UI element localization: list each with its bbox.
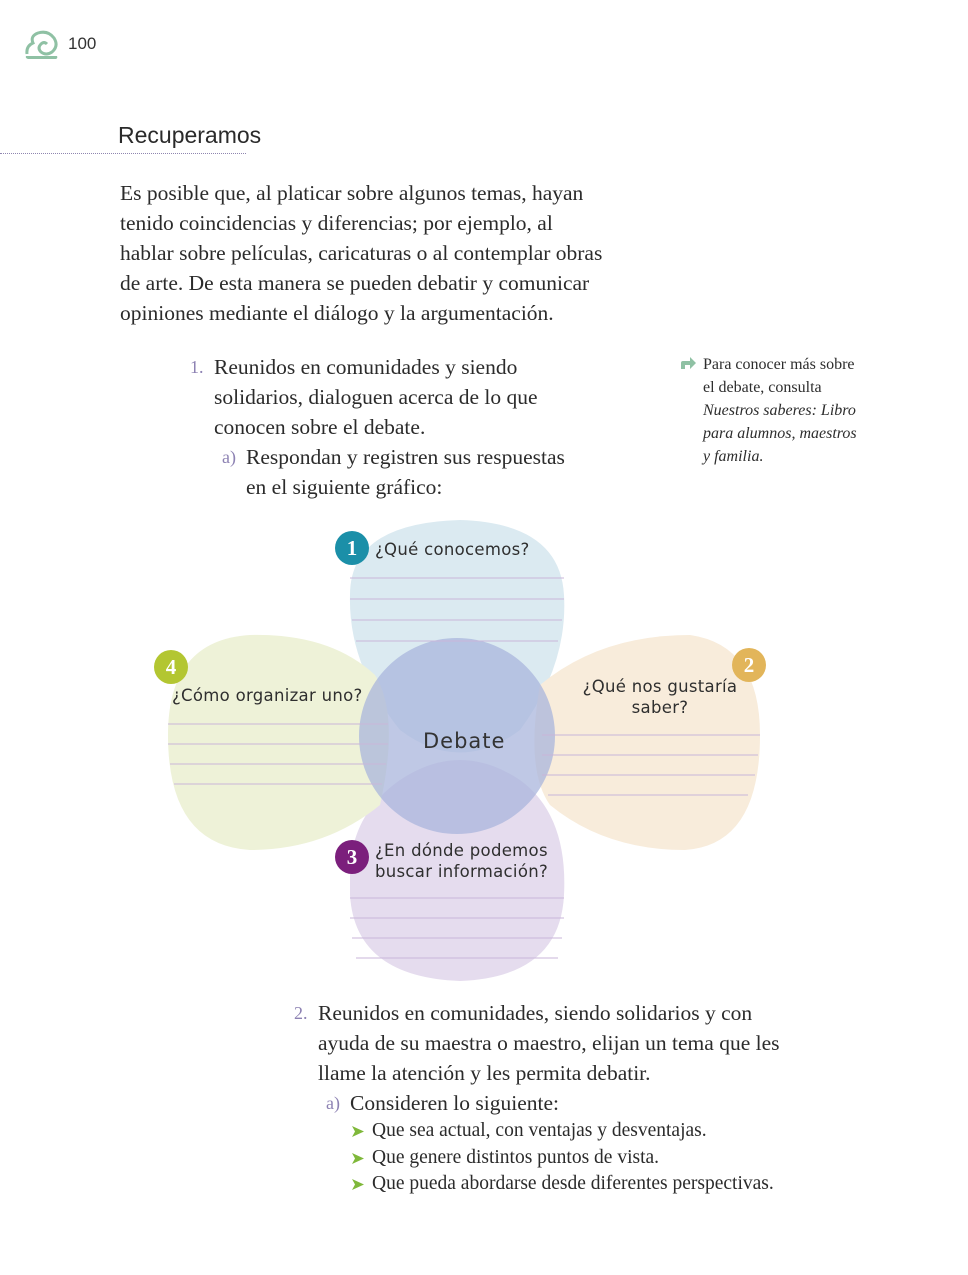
- petal-2-shape: [534, 635, 760, 850]
- activity-2: [294, 998, 794, 1198]
- petal-1-number-badge: 1: [335, 531, 369, 565]
- petal-4-number-badge: 4: [154, 650, 188, 684]
- petal-4-question: ¿Cómo organizar uno?: [172, 686, 363, 705]
- intro-paragraph: [120, 178, 620, 328]
- bullet-arrow-icon: [352, 1126, 364, 1137]
- list-item: [350, 1118, 794, 1145]
- list-item: [350, 1145, 794, 1172]
- intro-line: opiniones mediante el diálogo y la argumentación.: [120, 301, 554, 325]
- considerations-list: [350, 1118, 794, 1198]
- note-book-title: para alumnos, maestros: [703, 425, 857, 442]
- petal-2-question-line: ¿Qué nos gustaría: [582, 677, 738, 696]
- activity-2a-text: Consideren lo siguiente:: [350, 1091, 559, 1115]
- note-book-title: Nuestros saberes: Libro: [703, 402, 856, 419]
- note-book-title: y familia.: [703, 448, 764, 465]
- activity-1-line: conocen sobre el debate.: [214, 415, 426, 439]
- note-line: el debate, consulta: [703, 379, 822, 396]
- note-line: Para conocer más sobre: [703, 356, 855, 373]
- petal-2-number-badge: 2: [732, 648, 766, 682]
- activity-2-line: llame la atención y les permita debatir.: [318, 1061, 651, 1085]
- petal-3-number-badge: 3: [335, 840, 369, 874]
- activity-1a-line: Respondan y registren sus respuestas: [246, 445, 565, 469]
- list-item-text: Que sea actual, con ventajas y desventajas.: [372, 1120, 707, 1141]
- bullet-arrow-icon: [352, 1179, 364, 1190]
- petal-4-shape: [168, 635, 389, 850]
- list-item: [350, 1171, 794, 1198]
- activity-2-line: Reunidos en comunidades, siendo solidarios y con: [318, 1001, 753, 1025]
- bullet-arrow-icon: [352, 1153, 364, 1164]
- snail-logo-icon: [24, 28, 60, 60]
- debate-flower-diagram: [150, 515, 780, 985]
- petal-1-question: ¿Qué conocemos?: [375, 540, 530, 559]
- intro-line: hablar sobre películas, caricaturas o al contemplar obras: [120, 241, 603, 265]
- petal-3-question-line: ¿En dónde podemos: [375, 841, 548, 860]
- list-item-text: Que pueda abordarse desde diferentes perspectivas.: [372, 1173, 774, 1194]
- activity-1-number: 1.: [190, 357, 204, 377]
- intro-line: de arte. De esta manera se pueden debatir y comunicar: [120, 271, 590, 295]
- activity-2-line: ayuda de su maestra o maestro, elijan un tema que les: [318, 1031, 780, 1055]
- reference-note: [680, 353, 880, 468]
- title-divider: [0, 153, 246, 154]
- arrow-right-icon: [680, 356, 697, 370]
- petal-2-question-line: saber?: [631, 698, 689, 717]
- activity-1-line: solidarios, dialoguen acerca de lo que: [214, 385, 538, 409]
- activity-1a-letter: a): [222, 447, 236, 467]
- center-label: Debate: [423, 729, 506, 753]
- petal-2-question: [570, 676, 750, 718]
- activity-1a-line: en el siguiente gráfico:: [246, 475, 443, 499]
- activity-1-line: Reunidos en comunidades y siendo: [214, 355, 518, 379]
- intro-line: Es posible que, al platicar sobre algunos temas, hayan: [120, 181, 584, 205]
- activity-2-number: 2.: [294, 1003, 308, 1023]
- petal-3-question-line: buscar información?: [375, 862, 549, 881]
- section-title: Recuperamos: [118, 122, 262, 148]
- intro-line: tenido coincidencias y diferencias; por ejemplo, al: [120, 211, 553, 235]
- page-number: 100: [68, 34, 97, 53]
- petal-3-question: [375, 840, 548, 882]
- activity-2a-letter: a): [326, 1093, 340, 1113]
- activity-1: [190, 352, 570, 502]
- list-item-text: Que genere distintos puntos de vista.: [372, 1146, 660, 1168]
